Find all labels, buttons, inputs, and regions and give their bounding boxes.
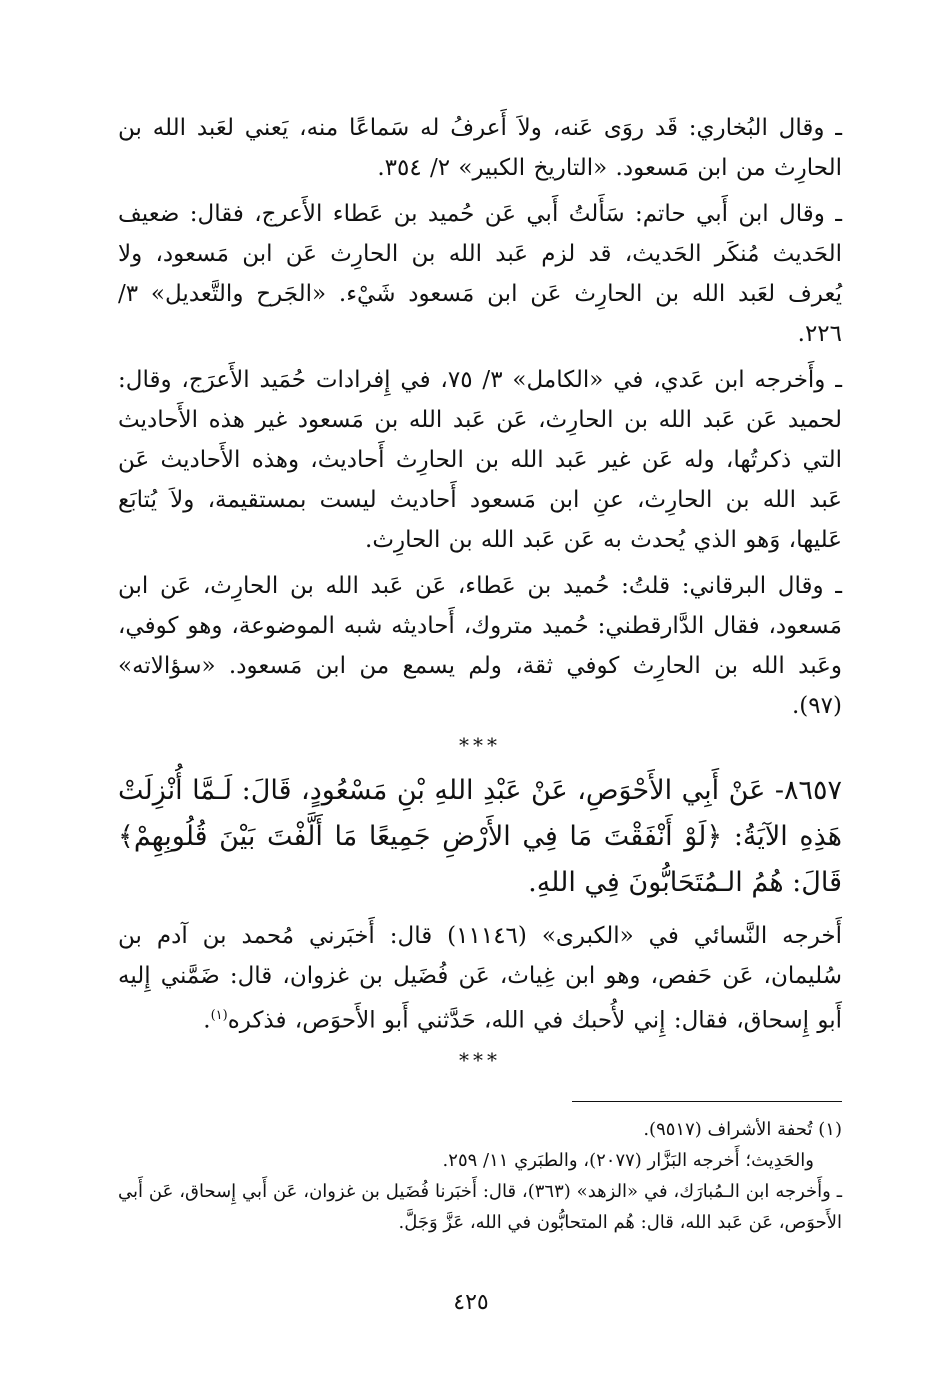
paragraph-barqani: ـ وقال البرقاني: قلتُ: حُميد بن عَطاء، عَن عَبد الله بن الحارِث، عَن ابن مَسعود، فقال الدَّارقطني: حُميد متروك، أَحاديثه شبه الموضوعة، وهو كوفي، وعَبد الله بن الحارِث كوفي ثقة، ولم يسمع من ابن مَسعود. «سؤالاته» (٩٧). <box>118 573 842 719</box>
paragraph-ibn-abi-hatim: ـ وقال ابن أَبي حاتم: سَأَلتُ أَبي عَن حُميد بن عَطاء الأَعرج، فقال: ضعيف الحَديث مُنكَر الحَديث، قد لزم عَبد الله بن الحارِث عَن ابن مَسعود، ولا يُعرف لعَبد الله بن الحارِث عَن ابن مَسعود شَيْء. «الجَرح والتَّعديل» ٣/ ٢٢٦. <box>118 201 842 347</box>
section-separator-2: *** <box>459 1047 501 1072</box>
footnote-ibn-mubarak: ـ وأَخرجه ابن الـمُبارَك، في «الزهد» (٣٦٣)، قال: أَخبَرنا فُضَيل بن غزوان، عَن أَبي إِسحاق، عَن أَبي الأَحوَص، عَن عَبد الله، قال: هُم المتحابُّون في الله، عَزَّ وَجَلَّ. <box>118 1180 842 1233</box>
hadith-text: عَنْ أَبِي الأَحْوَصِ، عَنْ عَبْدِ اللهِ بْنِ مَسْعُودٍ، قَالَ: لَـمَّا أُنْزِلَتْ هَذِهِ الآيَةُ: ﴿لَوْ أَنْفَقْتَ مَا فِي الأَرْضِ جَمِيعًا مَا أَلَّفْتَ بَيْنَ قُلُوبِهِمْ﴾ قَالَ: هُمُ الـمُتَحَابُّونَ فِي اللهِ. <box>118 775 842 898</box>
page-number: ٤٢٥ <box>453 1290 489 1315</box>
hadith-number: ٨٦٥٧- <box>774 775 842 806</box>
hadith-block <box>118 768 842 906</box>
section-separator: *** <box>459 733 501 757</box>
footnote-1: (١) تُحفة الأشراف (٩٥١٧). <box>643 1118 842 1140</box>
takhrij-end: . <box>203 1007 211 1034</box>
paragraph-ibn-adi: ـ وأَخرجه ابن عَدي، في «الكامل» ٣/ ٧٥، في إِفرادات حُمَيد الأَعرَج، وقال: لحميد عَن عَبد الله بن الحارِث، عَن عَبد الله بن مَسعود غير هذه الأَحاديث التي ذكرتُها، وله عَن غير عَبد الله بن الحارِث أَحاديث، وهذه الأَحاديث عَن عَبد الله بن الحارِث، عنِ ابن مَسعود أَحاديث ليست بمستقيمة، ولاَ يُتابَع عَليها، وَهو الذي يُحدث به عَن عَبد الله بن الحارِث. <box>118 367 843 553</box>
takhrij-paragraph <box>118 916 842 1041</box>
takhrij-text: أَخرجه النَّسائي في «الكبرى» (١١١٤٦) قال: أَخبَرني مُحمد بن آدم بن سُليمان، عَن حَفص، وهو ابن غِياث، عَن فُضَيل بن غزوان، قال: ضَمَّني إِليه أَبو إِسحاق، فقال: إِني لأُحبك في الله، حَدَّثني أَبو الأَحوَص، فذكره <box>118 923 842 1034</box>
document-page <box>118 108 842 1344</box>
paragraph-bukhari: ـ وقال البُخاري: قَد روَى عَنه، ولاَ أَعرفُ له سَماعًا منه، يَعني لعَبد الله بن الحارِث من ابن مَسعود. «التاريخ الكبير» ٢/ ٣٥٤. <box>118 115 842 181</box>
footnote-reference: (١) <box>210 1008 228 1023</box>
footnote-divider <box>572 1101 842 1102</box>
footnote-hadith-note: والحَدِيث؛ أَخرجه البَزَّار (٢٠٧٧)، والطبَري ١١/ ٢٥٩. <box>442 1149 814 1171</box>
